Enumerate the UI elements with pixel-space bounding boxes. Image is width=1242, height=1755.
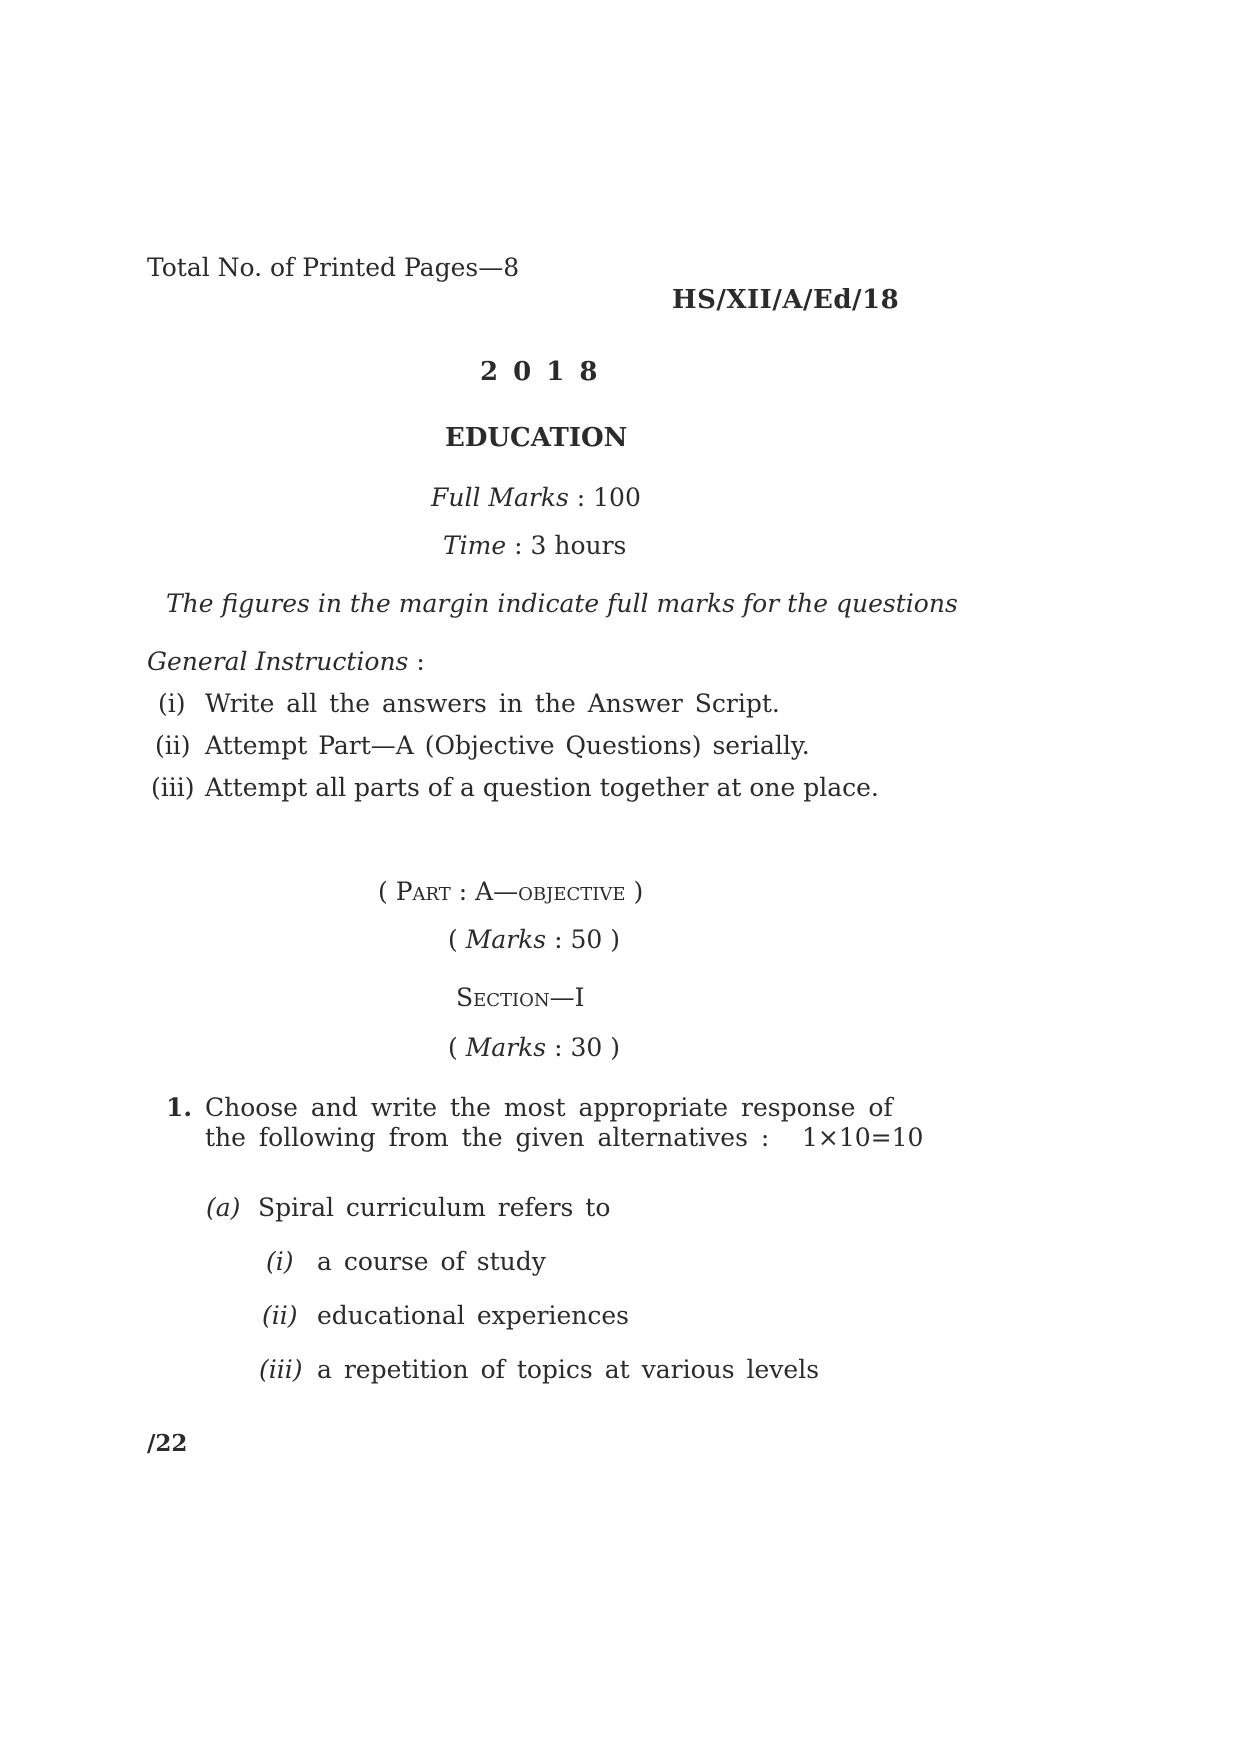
section-marks-label: Marks [465, 1033, 547, 1062]
part-marks-value: : 50 ) [554, 925, 620, 954]
option-text: a course of study [317, 1247, 546, 1276]
option-num: (ii) [262, 1301, 298, 1330]
instruction-num: (i) [158, 689, 186, 718]
question-line-1: Choose and write the most appropriate response of [205, 1093, 893, 1122]
section-marks [448, 1032, 620, 1064]
section-marks-open: ( [448, 1033, 466, 1062]
part-marks-open: ( [448, 925, 466, 954]
total-pages-text: Total No. of Printed Pages—8 [147, 253, 520, 282]
part-title [378, 876, 643, 908]
option-text: a repetition of topics at various levels [317, 1355, 820, 1384]
part-title-text: Part : A—objective [395, 877, 626, 906]
option-num: (i) [266, 1247, 294, 1276]
instructions-heading-label: General Instructions [147, 647, 409, 676]
part-marks-label: Marks [465, 925, 547, 954]
instructions-heading-colon: : [416, 647, 425, 676]
footer-code: /22 [147, 1430, 188, 1457]
question-line-2: the following from the given alternatives : [205, 1123, 770, 1152]
exam-year: 2 0 1 8 [480, 357, 601, 387]
question-number: 1. [166, 1093, 193, 1122]
full-marks-value: : 100 [576, 483, 641, 512]
section-marks-value: : 30 ) [554, 1033, 620, 1062]
option-num: (iii) [259, 1355, 303, 1384]
instruction-num: (ii) [155, 731, 191, 760]
subject-title: EDUCATION [445, 423, 628, 453]
instruction-num: (iii) [151, 773, 195, 802]
sub-question-label: (a) [206, 1193, 241, 1222]
paper-code: HS/XII/A/Ed/18 [672, 285, 900, 315]
instruction-text: Attempt all parts of a question together at one place. [205, 773, 879, 802]
part-title-open: ( [378, 877, 396, 906]
full-marks-label: Full Marks [431, 483, 569, 512]
section-title: Section—I [456, 983, 585, 1012]
instruction-text: Attempt Part—A (Objective Questions) serially. [205, 731, 810, 760]
general-instructions-heading [147, 646, 425, 678]
option-text: educational experiences [317, 1301, 630, 1330]
part-title-close: ) [625, 877, 644, 906]
time-value: : 3 hours [514, 531, 627, 560]
sub-question-text: Spiral curriculum refers to [258, 1193, 611, 1222]
instruction-text: Write all the answers in the Answer Script. [205, 689, 780, 718]
full-marks-line [431, 482, 641, 514]
time-label: Time [443, 531, 507, 560]
part-marks [448, 924, 620, 956]
question-marks: 1×10=10 [802, 1123, 924, 1152]
time-line [443, 530, 626, 562]
margin-note: The figures in the margin indicate full marks for the questions [166, 589, 958, 618]
